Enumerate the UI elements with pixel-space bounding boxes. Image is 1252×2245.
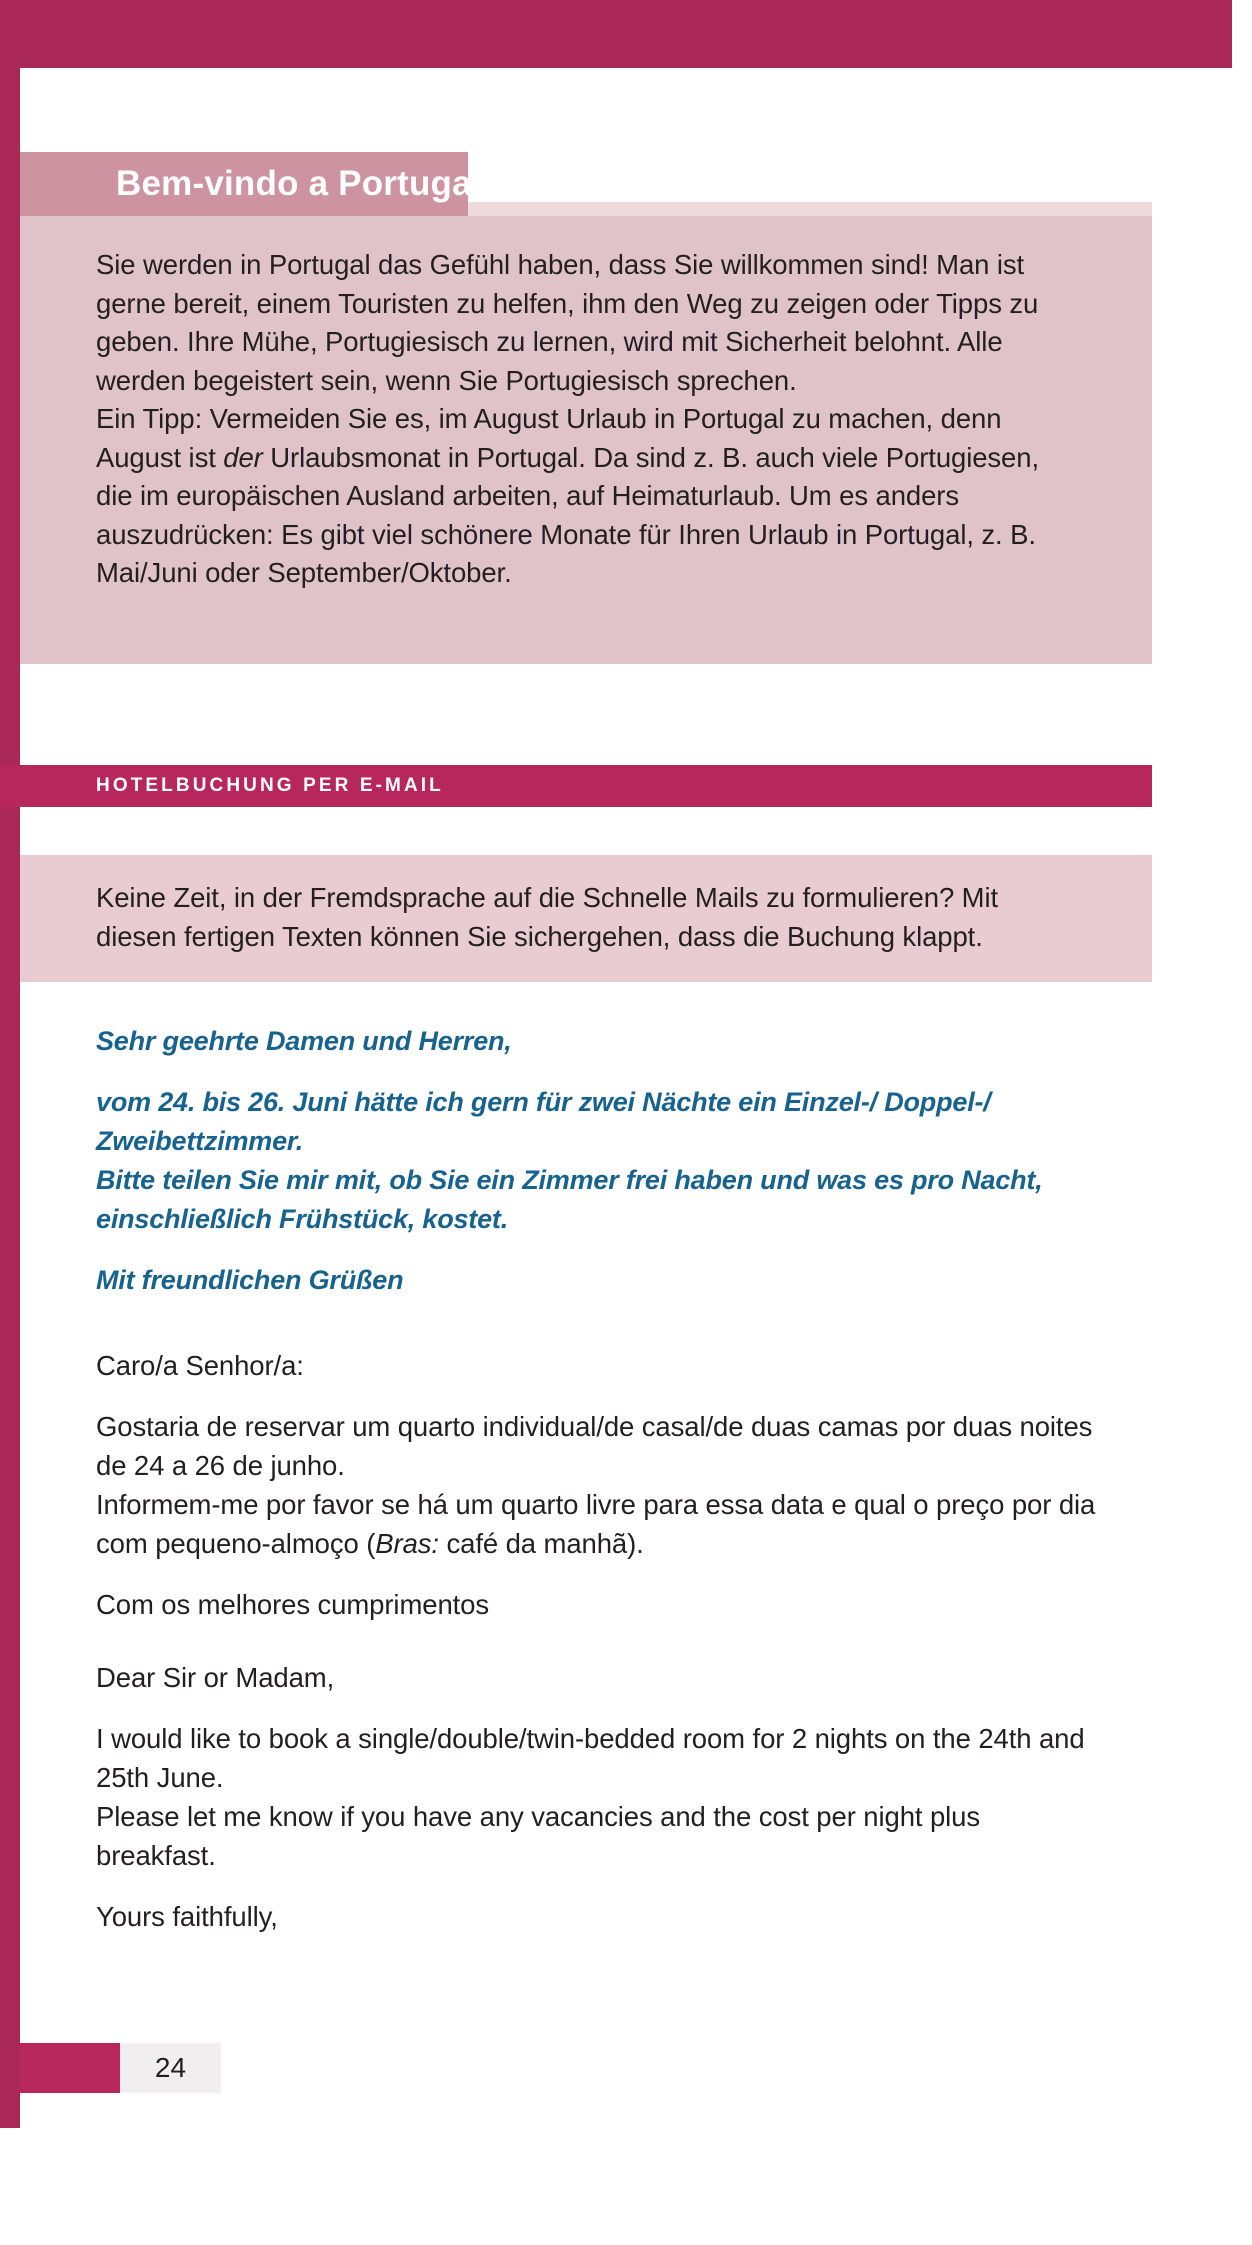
welcome-paragraph-2-emphasis: der [223,441,263,473]
welcome-body [20,216,1152,664]
welcome-paragraph-2 [96,400,1082,593]
spacer [96,1061,1096,1083]
section-header-bar [0,765,1152,807]
page-number: 24 [154,2052,187,2083]
footer-accent-block [20,2043,120,2093]
section-intro-text: Keine Zeit, in der Fremdsprache auf die Schnelle Mails zu formulieren? Mit diesen fertigen Texten können Sie sichergehen, dass die Buchung klappt. [96,882,999,952]
english-closing: Yours faithfully, [96,1901,278,1932]
german-closing: Mit freundlichen Grüßen [96,1265,404,1295]
portuguese-body-line-2-post: café da manhã). [438,1528,644,1559]
portuguese-body-line-2 [96,1485,1096,1563]
portuguese-body-line-2-pre: Informem-me por favor se há um quarto livre para essa data e qual o preço por dia com pequeno-almoço ( [96,1489,1096,1559]
section-header-label: HOTELBUCHUNG PER E-MAIL [96,775,444,796]
german-salutation: Sehr geehrte Damen und Herren, [96,1026,512,1056]
german-body-line-2: Bitte teilen Sie mir mit, ob Sie ein Zimmer frei haben und was es pro Nacht, einschließlich Frühstück, kostet. [96,1165,1043,1234]
german-body-line-1: vom 24. bis 26. Juni hätte ich gern für zwei Nächte ein Einzel-/ Doppel-/ Zweibettzimmer. [96,1087,991,1156]
welcome-title: Bem-vindo a Portugal! [116,164,494,203]
footer-page-number-box [120,2043,221,2093]
spacer [96,1875,1096,1897]
spacer [96,1697,1096,1719]
top-banner [0,0,1232,68]
portuguese-body-line-1: Gostaria de reservar um quarto individual/de casal/de duas camas por duas noites de 24 a 26 de junho. [96,1411,1093,1481]
left-edge-stripe [0,0,20,2128]
welcome-paragraph-2-post: Urlaubsmonat in Portugal. Da sind z. B. auch viele Portugiesen, die im europäischen Ausland arbeiten, auf Heimaturlaub. Um es anders auszudrücken: Es gibt viel schönere Monate für Ihren Urlaub in Portugal, z. B. Mai/Juni oder September/Oktober. [96,441,1039,588]
spacer [96,1624,1096,1658]
welcome-paragraph-2-pre: Ein Tipp: Vermeiden Sie es, im August Urlaub in Portugal zu machen, denn August ist [96,403,1002,473]
spacer [96,1300,1096,1346]
portuguese-closing: Com os melhores cumprimentos [96,1589,490,1620]
english-body-line-1: I would like to book a single/double/twin-bedded room for 2 nights on the 24th and 25th June. [96,1723,1085,1793]
letter-templates [96,1022,1096,1936]
spacer [96,1563,1096,1585]
portuguese-salutation: Caro/a Senhor/a: [96,1350,304,1381]
spacer [96,1385,1096,1407]
portuguese-body-line-2-emphasis: Bras: [375,1528,439,1559]
spacer [96,1239,1096,1261]
english-body-line-2: Please let me know if you have any vacancies and the cost per night plus breakfast. [96,1801,981,1871]
section-intro-box [20,855,1152,982]
welcome-paragraph-1: Sie werden in Portugal das Gefühl haben, dass Sie willkommen sind! Man ist gerne bereit, einem Touristen zu helfen, ihm den Weg zu zeigen oder Tipps zu geben. Ihre Mühe, Portugiesisch zu lernen, wird mit Sicherheit belohnt. Alle werden begeistert sein, wenn Sie Portugiesisch sprechen. [96,249,1039,396]
english-salutation: Dear Sir or Madam, [96,1662,335,1693]
